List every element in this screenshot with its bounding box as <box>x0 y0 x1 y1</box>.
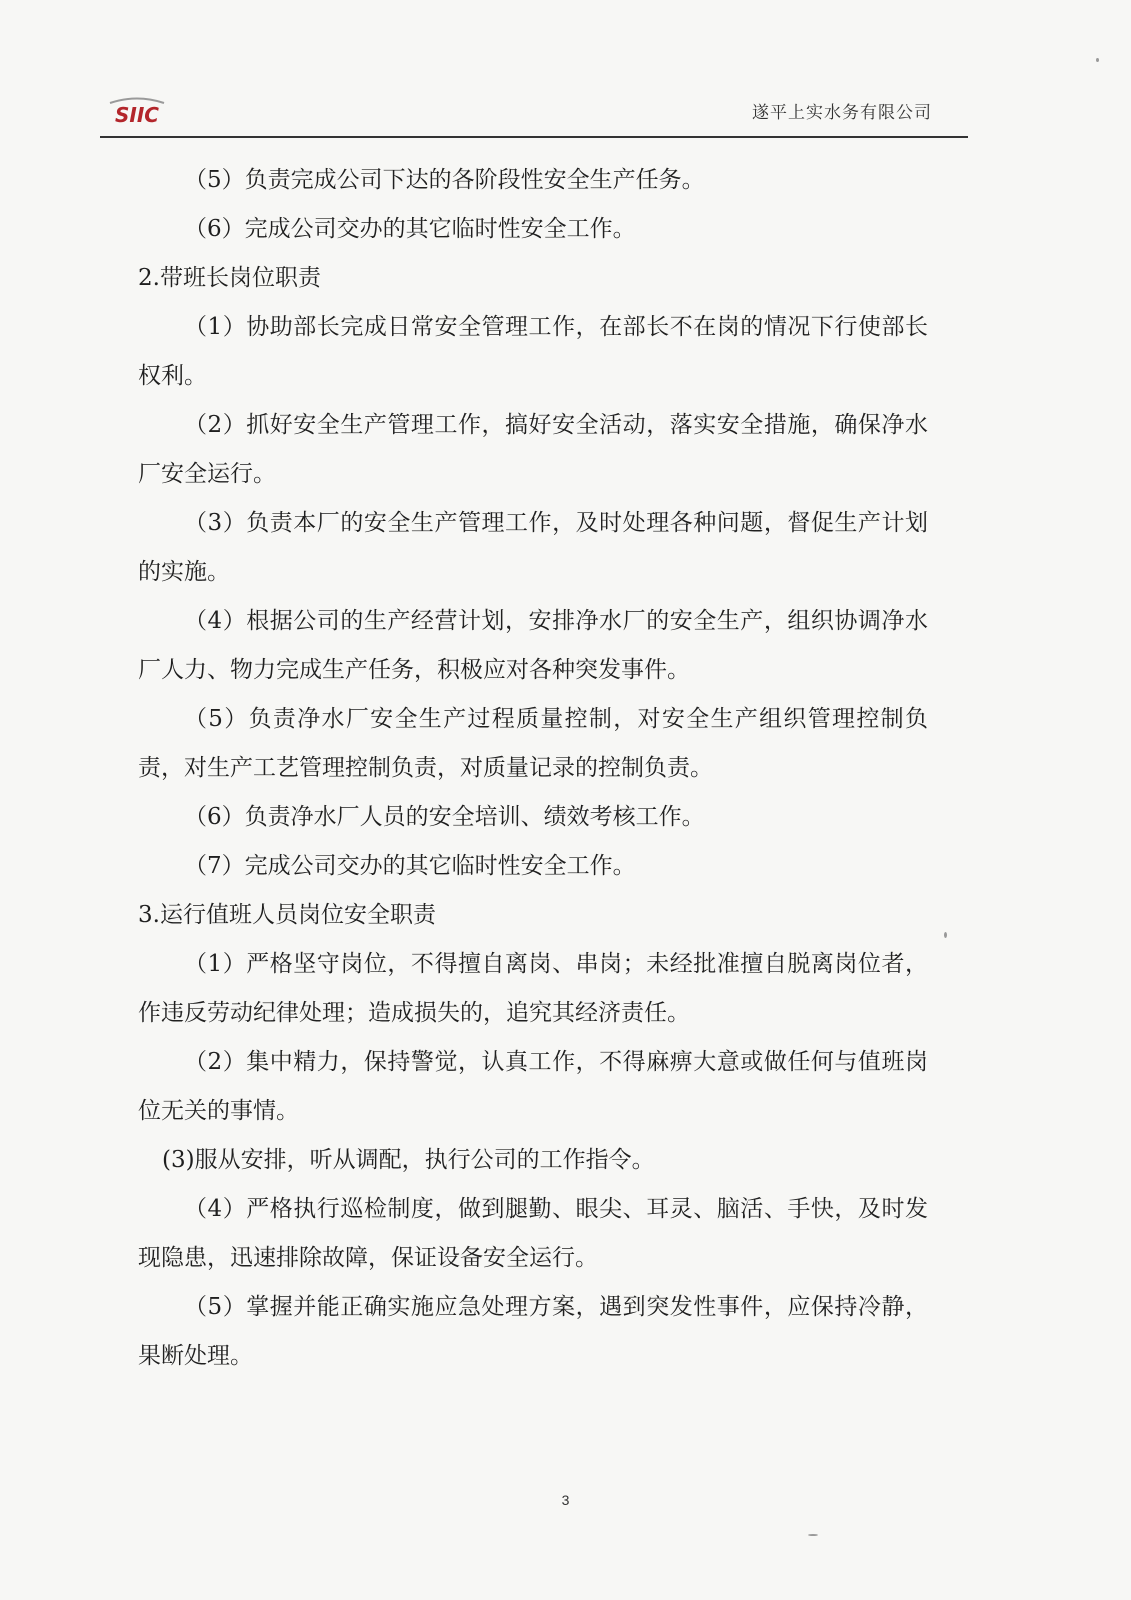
paragraph: （7）完成公司交办的其它临时性安全工作。 <box>184 853 636 879</box>
siic-logo <box>106 94 168 126</box>
paragraph: （4）严格执行巡检制度，做到腿勤、眼尖、耳灵、脑活、手快，及时发现隐患，迅速排除故障，保证设备安全运行。 <box>138 1196 928 1271</box>
logo-text: SIIC <box>115 103 159 126</box>
scan-speck <box>1096 58 1099 62</box>
company-name: 遂平上实水务有限公司 <box>752 103 932 123</box>
paragraph: 2.带班长岗位职责 <box>138 265 321 291</box>
paragraph: （1）严格坚守岗位，不得擅自离岗、串岗；未经批准擅自脱离岗位者，作违反劳动纪律处理；造成损失的，追究其经济责任。 <box>138 951 928 1026</box>
paragraph: （2）抓好安全生产管理工作，搞好安全活动，落实安全措施，确保净水厂安全运行。 <box>138 412 928 487</box>
scan-speck <box>944 932 947 938</box>
paragraph: （6）完成公司交办的其它临时性安全工作。 <box>184 216 636 242</box>
paragraph: （5）负责完成公司下达的各阶段性安全生产任务。 <box>184 167 705 193</box>
paragraph: （1）协助部长完成日常安全管理工作，在部长不在岗的情况下行使部长权利。 <box>138 314 928 389</box>
paragraph: （5）掌握并能正确实施应急处理方案，遇到突发性事件，应保持冷静，果断处理。 <box>138 1294 928 1369</box>
page-header <box>100 80 968 138</box>
paragraph: （3）负责本厂的安全生产管理工作，及时处理各种问题，督促生产计划的实施。 <box>138 510 928 585</box>
page-number: 3 <box>561 1492 570 1508</box>
scan-speck <box>808 1534 818 1536</box>
paragraph: （2）集中精力，保持警觉，认真工作，不得麻痹大意或做任何与值班岗位无关的事情。 <box>138 1049 928 1124</box>
paragraph: （4）根据公司的生产经营计划，安排净水厂的安全生产，组织协调净水厂人力、物力完成生产任务，积极应对各种突发事件。 <box>138 608 928 683</box>
paragraph: (3)服从安排，听从调配，执行公司的工作指令。 <box>162 1147 655 1173</box>
document-body <box>138 156 928 1381</box>
paragraph: （5）负责净水厂安全生产过程质量控制，对安全生产组织管理控制负责，对生产工艺管理控制负责，对质量记录的控制负责。 <box>138 706 928 781</box>
paragraph: （6）负责净水厂人员的安全培训、绩效考核工作。 <box>184 804 705 830</box>
paragraph: 3.运行值班人员岗位安全职责 <box>138 902 436 928</box>
